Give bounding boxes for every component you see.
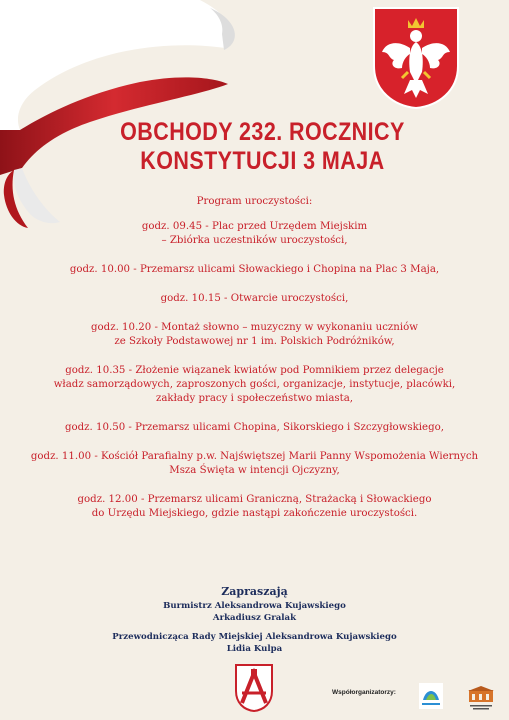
coorganizer-logo-2-icon [466, 684, 496, 712]
program-item-1200 [0, 493, 509, 521]
title-line-1: OBCHODY 232. ROCZNICY [120, 118, 405, 146]
program-item-1035 [0, 364, 509, 406]
program-line: godz. 10.15 - Otwarcie uroczystości, [160, 293, 349, 304]
program-item-1050 [0, 421, 509, 435]
mayor-title: Burmistrz Aleksandrowa Kujawskiego [163, 601, 346, 611]
town-crest-icon [234, 663, 274, 713]
program-line: – Zbiórka uczestników uroczystości, [161, 235, 348, 246]
program-section [0, 196, 509, 536]
program-item-1100 [0, 450, 509, 478]
program-item-1000 [0, 263, 509, 277]
title-line-2: KONSTYTUCJI 3 MAJA [140, 147, 385, 175]
program-line: godz. 09.45 - Plac przed Urzędem Miejskim [141, 221, 368, 232]
program-line: do Urzędu Miejskiego, gdzie nastąpi zakończenie uroczystości. [91, 508, 418, 519]
program-line: zakłady pracy i społeczeństwo miasta, [155, 393, 354, 404]
program-line: ze Szkoły Podstawowej nr 1 im. Polskich Podróżników, [114, 336, 395, 347]
program-line: godz. 10.35 - Złożenie wiązanek kwiatów pod Pomnikiem przez delegacje [65, 365, 444, 376]
coorganizers-label: Współorganizatorzy: [332, 689, 396, 696]
polish-coat-of-arms-icon [372, 6, 460, 110]
program-line: Msza Święta w intencji Ojczyzny, [169, 465, 340, 476]
footer-spacer [0, 624, 509, 631]
program-line: godz. 10.00 - Przemarsz ulicami Słowackiego i Chopina na Plac 3 Maja, [69, 264, 440, 275]
invitation-footer [0, 585, 509, 655]
program-item-1015 [0, 292, 509, 306]
mayor-name: Arkadiusz Gralak [212, 613, 297, 623]
program-heading: Program uroczystości: [196, 196, 313, 207]
program-line: władz samorządowych, zaproszonych gości, organizacje, instytucje, placówki, [53, 379, 456, 390]
council-chair-name: Lidia Kulpa [226, 644, 283, 654]
program-item-1020 [0, 321, 509, 349]
program-line: godz. 10.50 - Przemarsz ulicami Chopina, Sikorskiego i Szczygłowskiego, [65, 422, 444, 433]
program-line: godz. 12.00 - Przemarsz ulicami Graniczną, Strażacką i Słowackiego [77, 494, 432, 505]
program-item-0945 [0, 220, 509, 248]
invite-heading: Zapraszają [221, 585, 288, 598]
event-title [37, 118, 475, 176]
program-line: godz. 11.00 - Kościół Parafialny p.w. Najświętszej Marii Panny Wspomożenia Wiernych [30, 451, 479, 462]
program-line: godz. 10.20 - Montaż słowno – muzyczny w wykonaniu uczniów [91, 322, 418, 333]
council-chair-title: Przewodnicząca Rady Miejskiej Aleksandrowa Kujawskiego [112, 632, 397, 642]
coorganizer-logo-1-icon [418, 682, 444, 710]
